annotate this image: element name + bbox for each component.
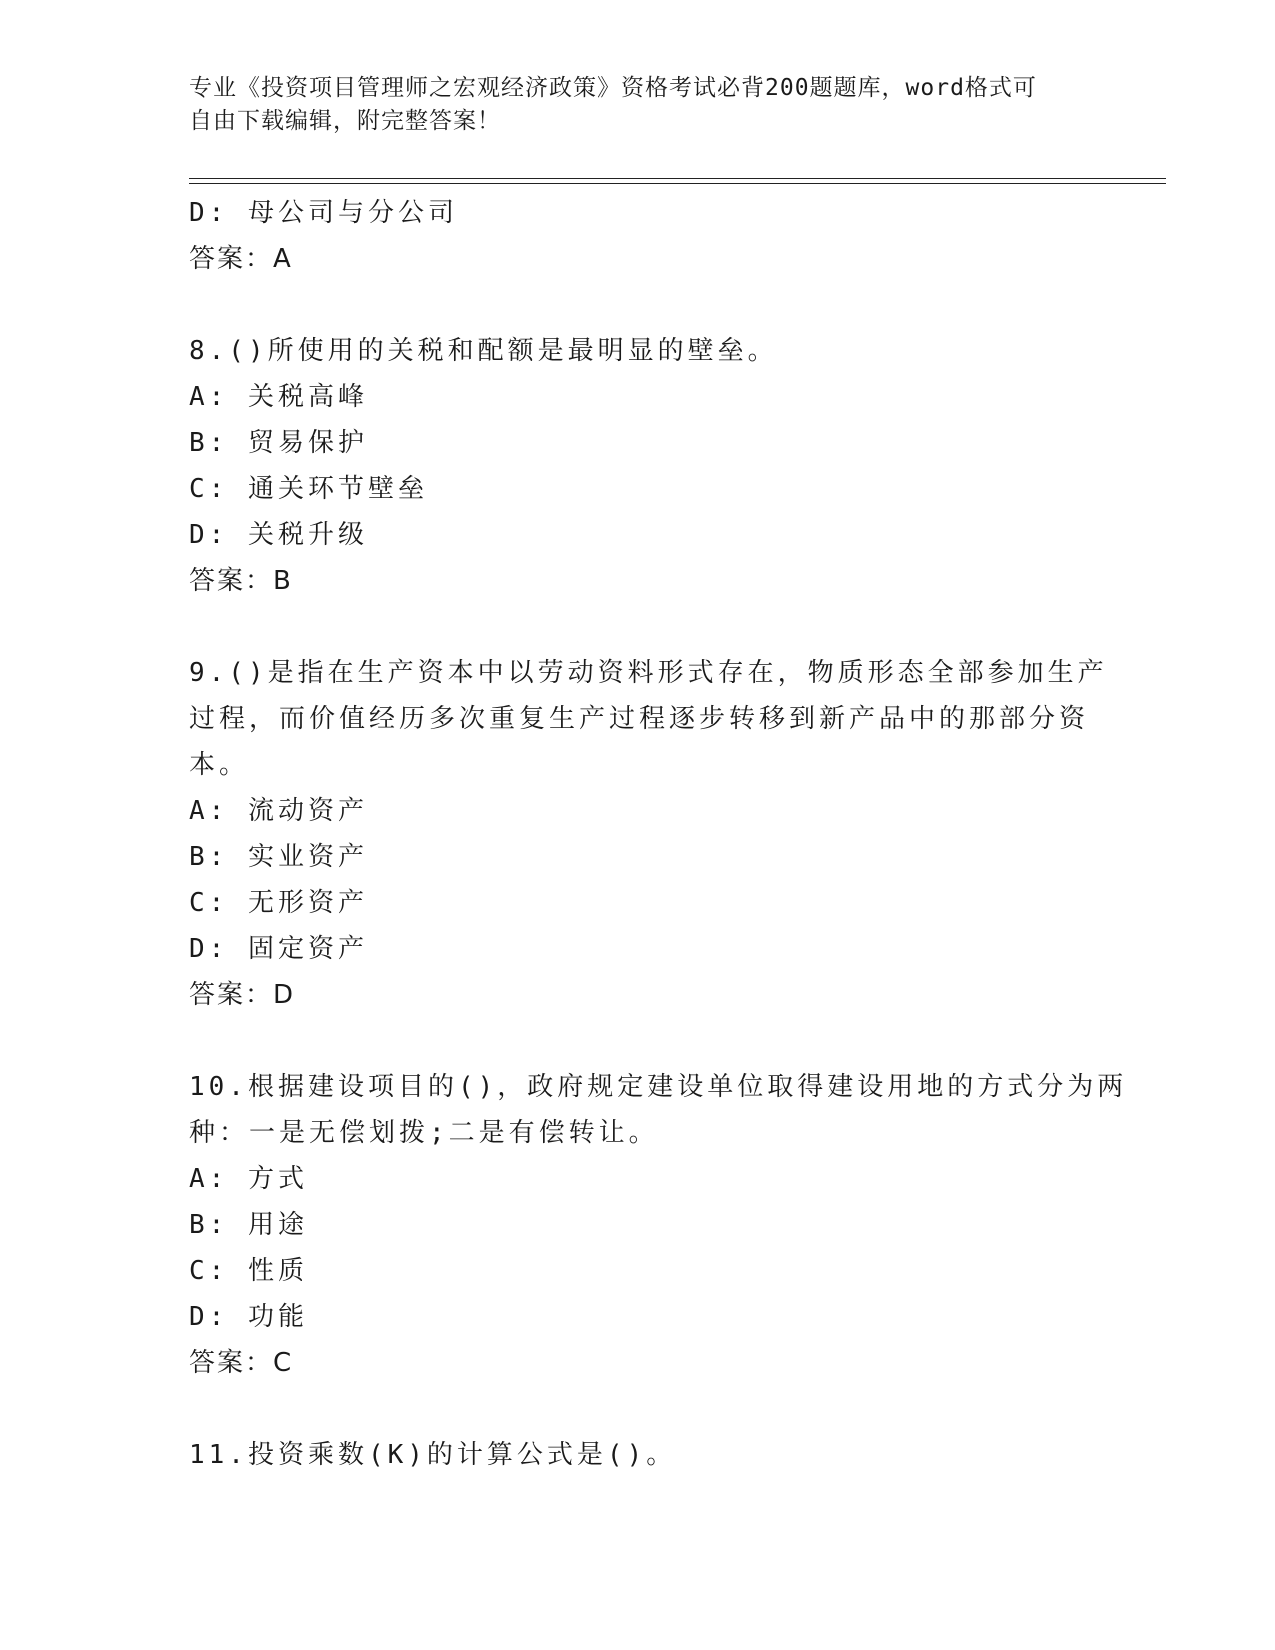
question-text-line-3: 本。	[189, 750, 250, 780]
question-text-line-1: 9.()是指在生产资本中以劳动资料形式存在，物质形态全部参加生产	[189, 658, 1108, 688]
option-d: D: 母公司与分公司	[189, 198, 458, 228]
option-c: C: 性质	[189, 1256, 308, 1286]
option-a: A: 关税高峰	[189, 382, 368, 412]
option-b: B: 贸易保护	[189, 428, 368, 458]
answer: 答案：B	[189, 566, 293, 596]
question-text: 8.()所使用的关税和配额是最明显的壁垒。	[189, 336, 778, 366]
spacer	[189, 604, 1089, 650]
option-d: D: 功能	[189, 1302, 308, 1332]
option-b: B: 实业资产	[189, 842, 368, 872]
spacer	[189, 282, 1089, 328]
question-text: 11.投资乘数(K)的计算公式是()。	[189, 1440, 677, 1470]
option-c: C: 无形资产	[189, 888, 368, 918]
header-line-2: 自由下载编辑，附完整答案！	[189, 108, 501, 134]
question-7-tail	[189, 190, 1089, 282]
question-list	[189, 190, 1128, 1478]
spacer	[189, 1018, 1089, 1064]
question-11	[189, 1432, 1089, 1478]
question-8	[189, 328, 1089, 604]
option-b: B: 用途	[189, 1210, 308, 1240]
option-d: D: 固定资产	[189, 934, 368, 964]
option-a: A: 方式	[189, 1164, 308, 1194]
answer: 答案：C	[189, 1348, 294, 1378]
header-divider-bottom	[189, 183, 1166, 184]
header-divider-top	[189, 178, 1166, 179]
question-9	[189, 650, 1108, 1018]
answer: 答案：D	[189, 980, 296, 1010]
option-a: A: 流动资产	[189, 796, 368, 826]
question-10	[189, 1064, 1128, 1386]
answer: 答案：A	[189, 244, 293, 274]
document-header	[189, 72, 1089, 138]
spacer	[189, 1386, 1089, 1432]
question-text-line-1: 10.根据建设项目的()，政府规定建设单位取得建设用地的方式分为两	[189, 1072, 1128, 1102]
question-text-line-2: 种：一是无偿划拨;二是有偿转让。	[189, 1118, 659, 1148]
question-text-line-2: 过程，而价值经历多次重复生产过程逐步转移到新产品中的那部分资	[189, 704, 1090, 734]
option-c: C: 通关环节壁垒	[189, 474, 428, 504]
option-d: D: 关税升级	[189, 520, 368, 550]
header-line-1: 专业《投资项目管理师之宏观经济政策》资格考试必背200题题库，word格式可	[189, 75, 1037, 101]
